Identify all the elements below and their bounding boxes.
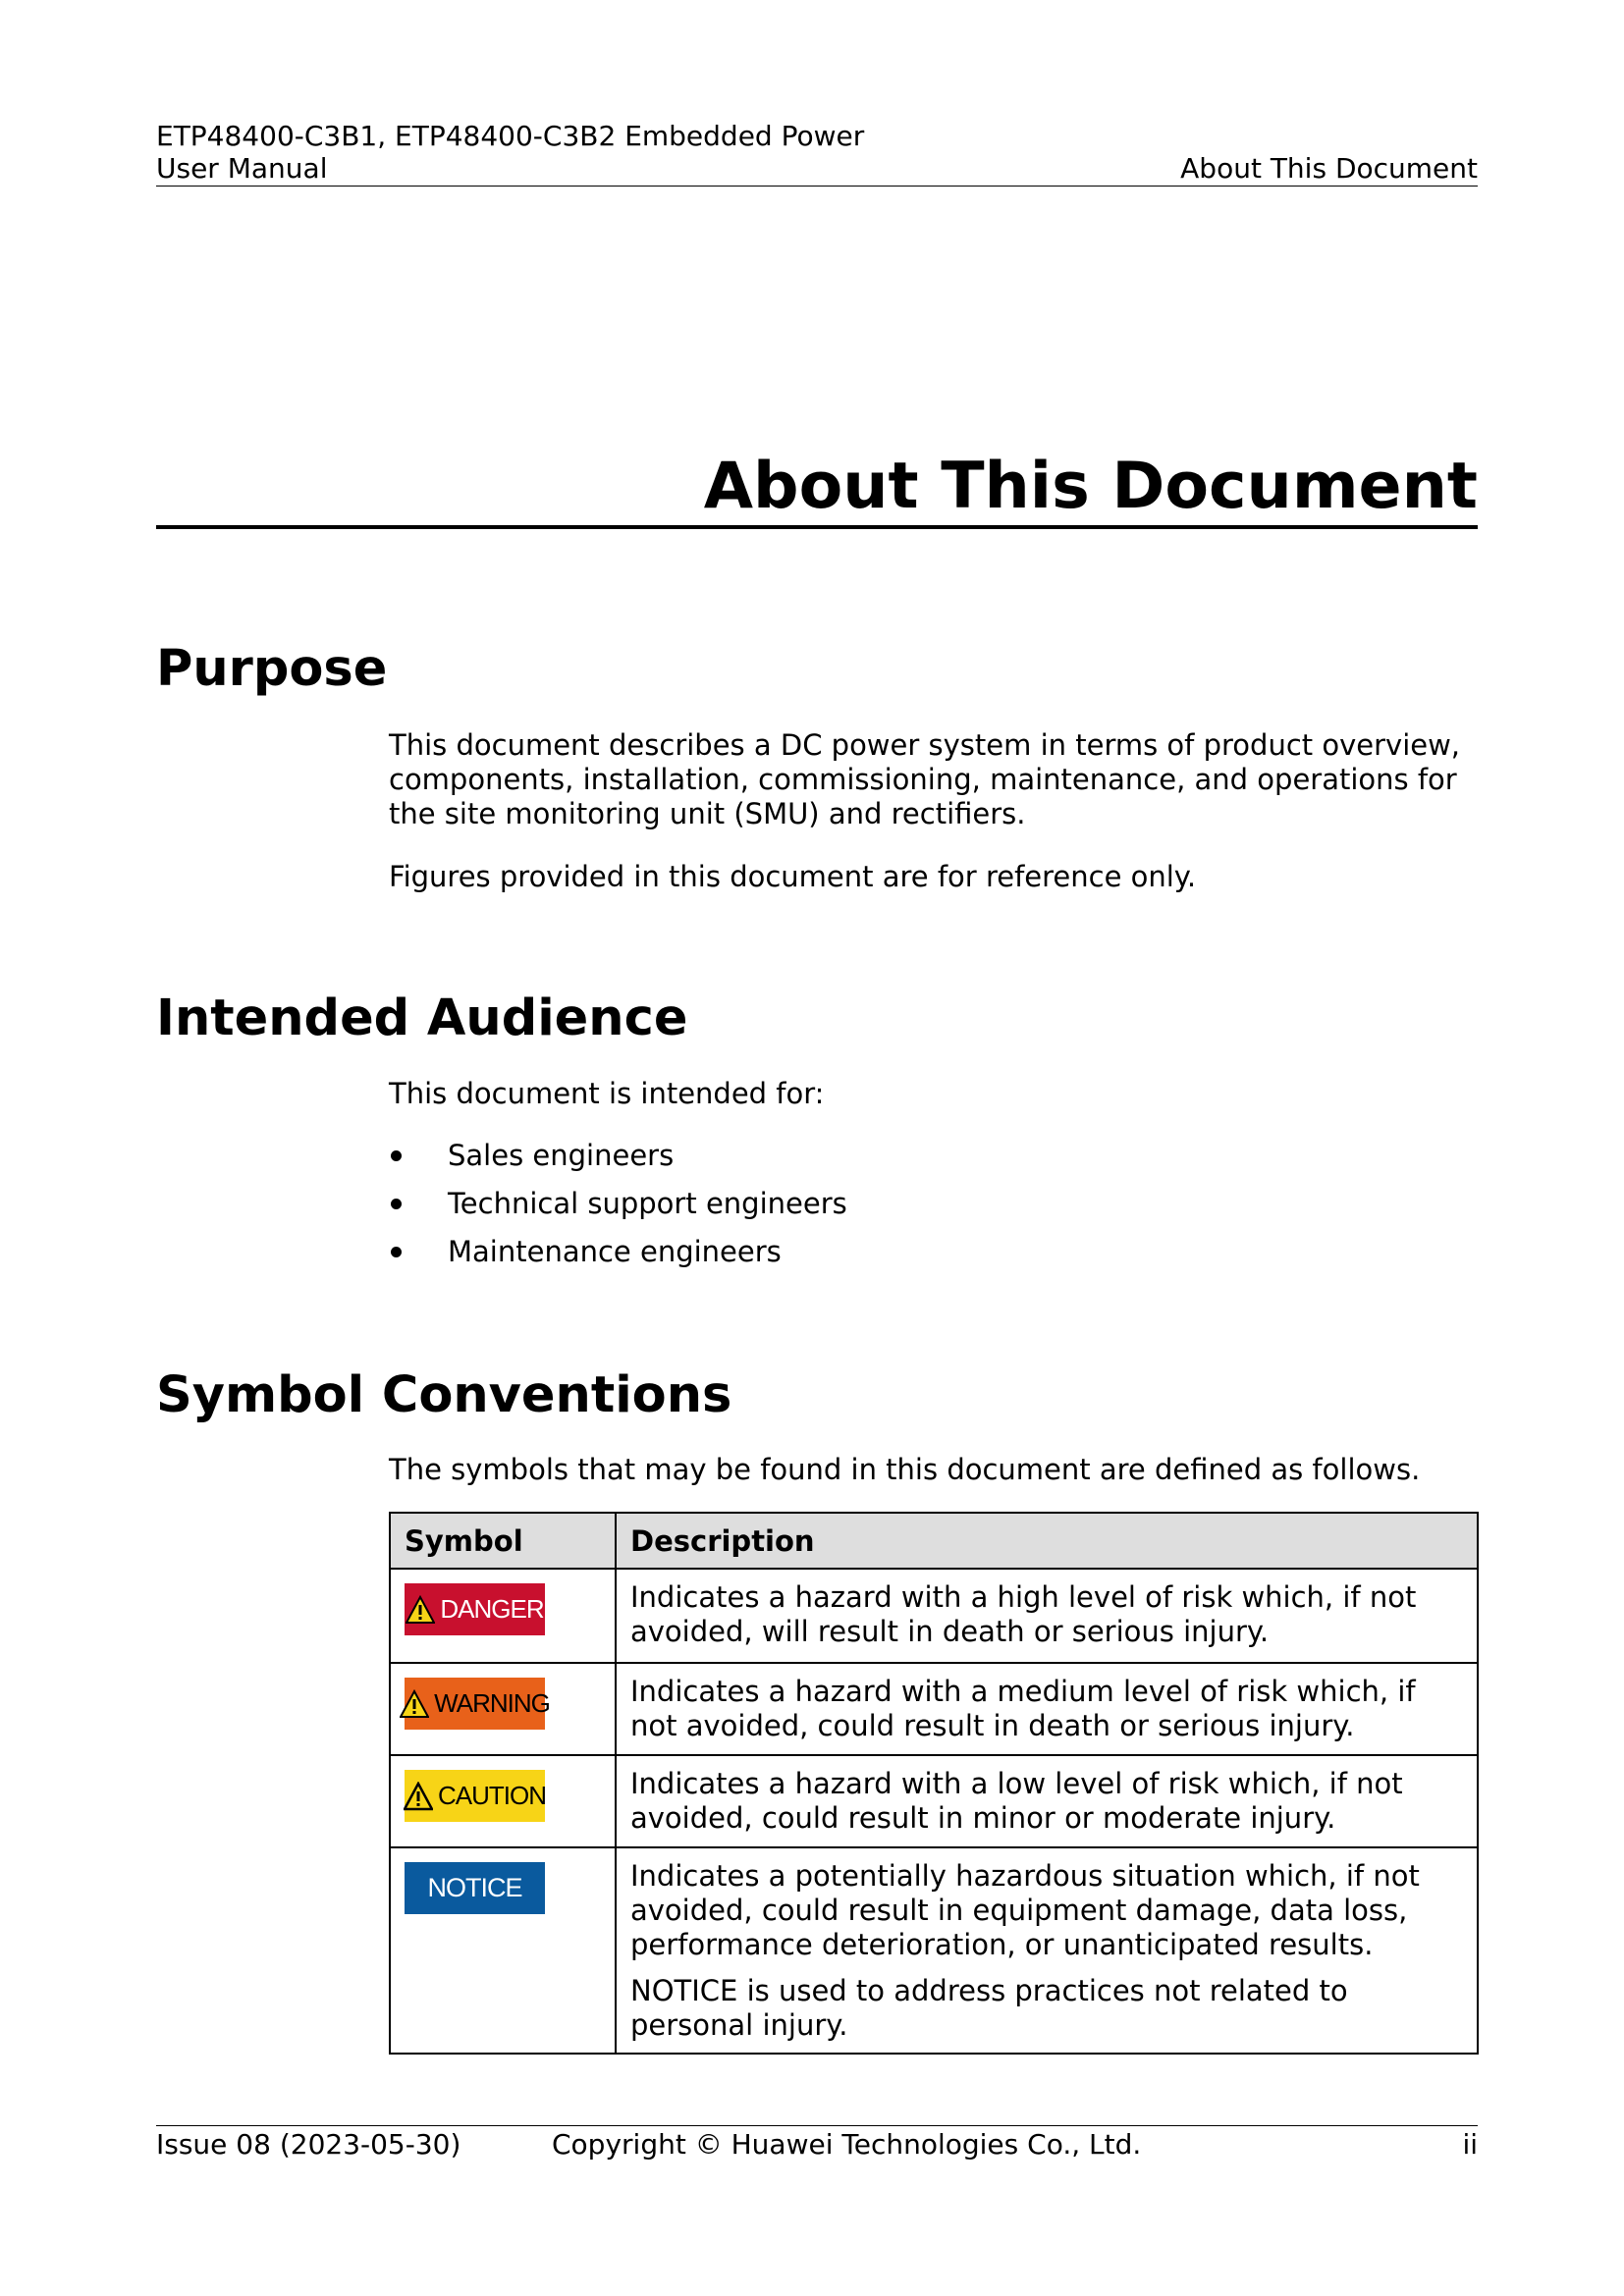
table-row [390,1663,1478,1755]
header-section: About This Document [1180,152,1478,185]
purpose-paragraph: This document describes a DC power system in terms of product overview, components, installation, commissioning, maintenance, and operations for the site monitoring unit (SMU) and rectifiers. [389,728,1461,830]
list-item: Technical support engineers [389,1187,847,1235]
list-item: Maintenance engineers [389,1235,847,1283]
column-header-description: Description [616,1513,1478,1569]
table-row [390,1569,1478,1663]
header-manual: User Manual [156,152,328,185]
header-product: ETP48400-C3B1, ETP48400-C3B2 Embedded Power [156,120,865,152]
warning-triangle-icon [400,1689,429,1719]
notice-note: NOTICE is used to address practices not related to personal injury. [630,1974,1348,2042]
column-header-symbol: Symbol [390,1513,616,1569]
symbol-table [389,1512,1479,2055]
footer-copyright: Copyright © Huawei Technologies Co., Ltd. [552,2128,1142,2161]
audience-heading: Intended Audience [156,989,688,1047]
symbol-description: Indicates a hazard with a high level of risk which, if not avoided, will result in death or serious injury. [616,1569,1478,1663]
symbol-description: Indicates a potentially hazardous situation which, if not avoided, could result in equipment damage, data loss, performance deterioration, or unanticipated results. NOTICE is used to address practices not related to personal injury. [616,1847,1478,2054]
warning-triangle-icon [406,1595,435,1625]
bullet-icon [391,1199,402,1209]
symbol-description: Indicates a hazard with a medium level of risk which, if not avoided, could result in death or serious injury. [616,1663,1478,1755]
symbols-intro: The symbols that may be found in this document are defined as follows. [389,1453,1421,1486]
page-number: ii [1462,2128,1478,2161]
footer-issue: Issue 08 (2023-05-30) [156,2128,461,2161]
table-row [390,1847,1478,2054]
caution-badge: CAUTION [405,1770,545,1822]
header-divider [156,186,1478,187]
table-header-row [390,1513,1478,1569]
symbol-description: Indicates a hazard with a low level of risk which, if not avoided, could result in minor or moderate injury. [616,1755,1478,1847]
warning-triangle-icon [404,1782,433,1811]
danger-badge: DANGER [405,1583,545,1635]
purpose-heading: Purpose [156,640,388,698]
page-title: About This Document [703,450,1478,523]
notice-badge: NOTICE [405,1862,545,1914]
audience-list [389,1139,847,1283]
table-row [390,1755,1478,1847]
purpose-paragraph: Figures provided in this document are for reference only. [389,860,1197,893]
page-header [156,120,1478,185]
warning-badge: WARNING [405,1678,545,1730]
bullet-icon [391,1247,402,1257]
title-divider [156,525,1478,529]
footer-divider [156,2125,1478,2126]
audience-intro: This document is intended for: [389,1077,825,1110]
symbols-heading: Symbol Conventions [156,1366,732,1424]
bullet-icon [391,1150,402,1161]
list-item: Sales engineers [389,1139,847,1187]
